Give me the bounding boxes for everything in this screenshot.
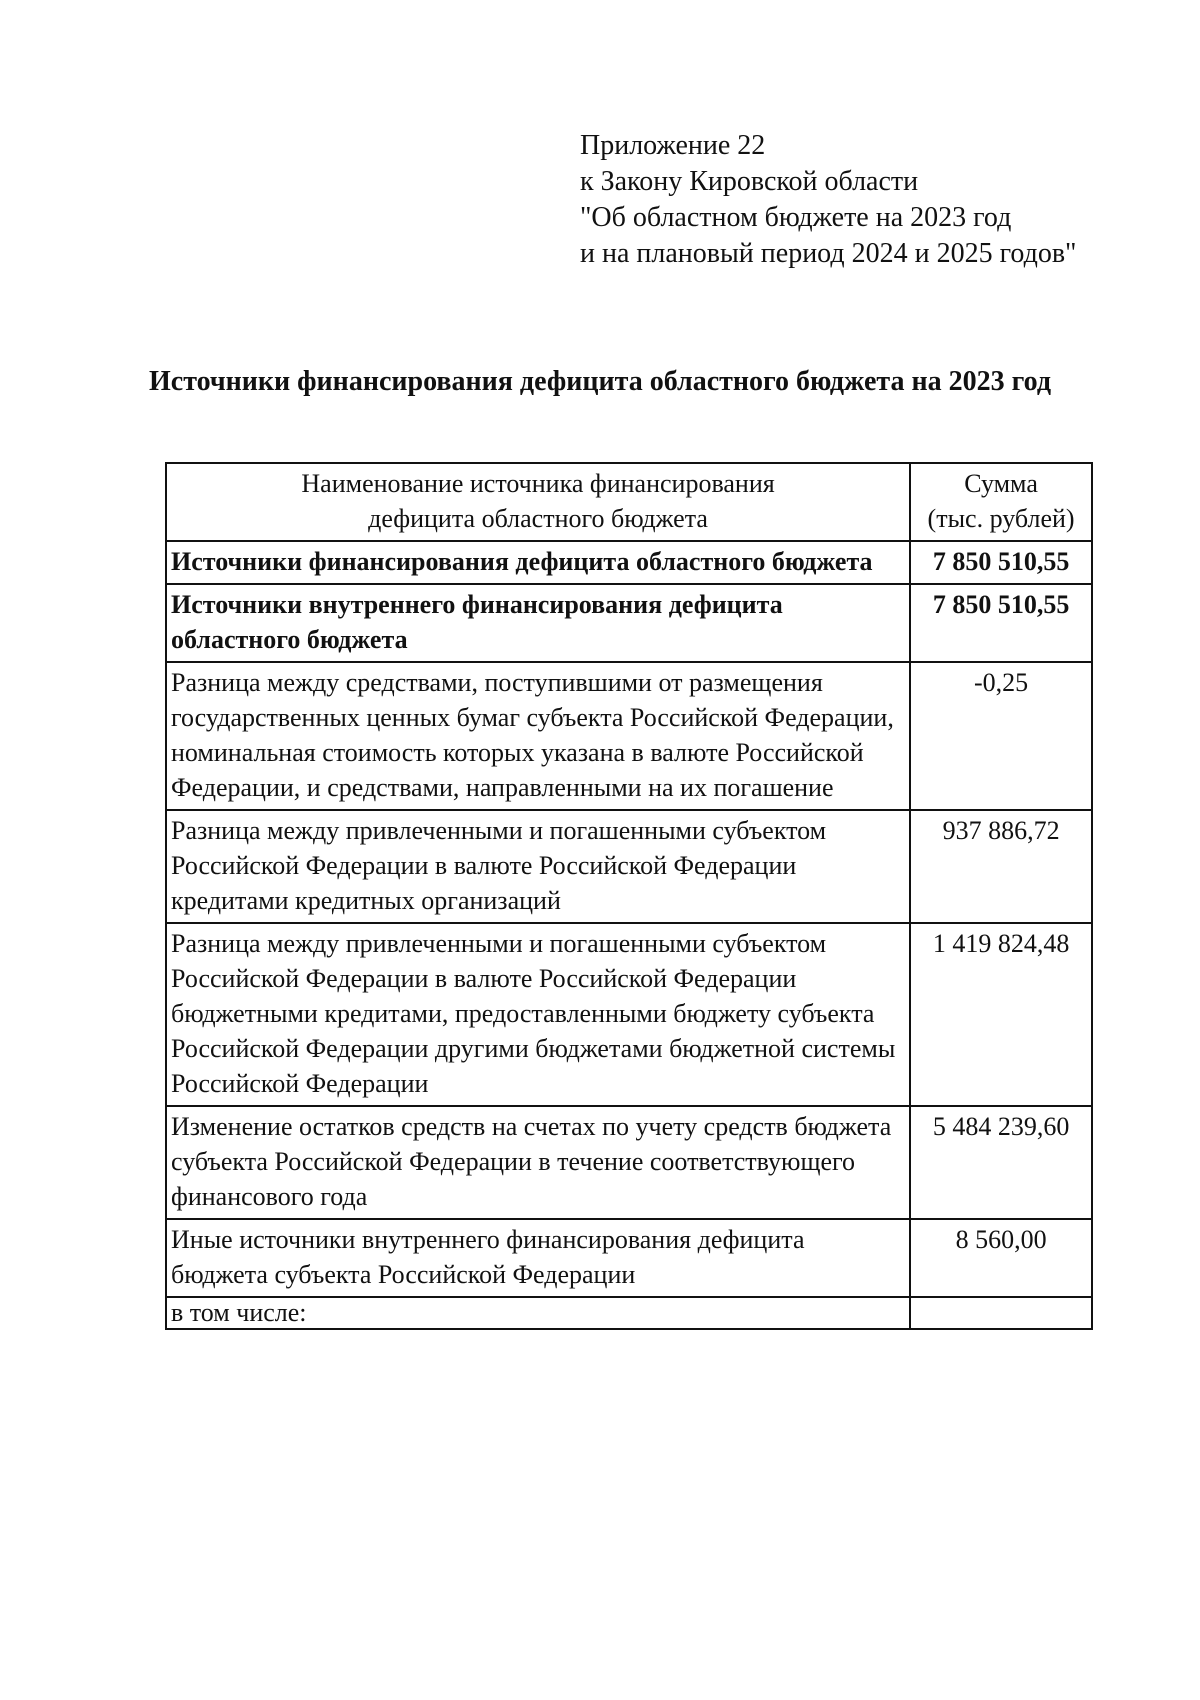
header-name-line-2: дефицита областного бюджета	[368, 504, 708, 533]
document-title: Источники финансирования дефицита областного бюджета на 2023 год	[148, 366, 1051, 397]
row-amount: -0,25	[910, 662, 1092, 810]
financing-sources-table	[165, 462, 1093, 1330]
row-amount	[910, 1297, 1092, 1329]
row-name: в том числе:	[166, 1297, 910, 1329]
annex-line-3: "Об областном бюджете на 2023 год	[580, 202, 1012, 233]
table-row	[166, 923, 1092, 1106]
row-amount: 5 484 239,60	[910, 1106, 1092, 1219]
row-name: Разница между привлеченными и погашенными субъектом Российской Федерации в валюте Российской Федерации бюджетными кредитами, предоставленными бюджету субъекта Российской Федерации другими бюджетами бюджетной системы Российской Федерации	[166, 923, 910, 1106]
row-name: Источники внутреннего финансирования дефицита областного бюджета	[166, 584, 910, 662]
row-amount: 7 850 510,55	[910, 584, 1092, 662]
header-name-cell	[166, 463, 910, 541]
table-row	[166, 1297, 1092, 1329]
header-sum-line-1: Сумма	[964, 469, 1038, 498]
header-sum-cell	[910, 463, 1092, 541]
table-header-row	[166, 463, 1092, 541]
table-row	[166, 1106, 1092, 1219]
header-name-line-1: Наименование источника финансирования	[301, 469, 775, 498]
annex-line-2: к Закону Кировской области	[580, 166, 919, 197]
header-sum-line-2: (тыс. рублей)	[927, 504, 1075, 533]
annex-line-1: Приложение 22	[580, 130, 766, 161]
row-name: Изменение остатков средств на счетах по учету средств бюджета субъекта Российской Федерации в течение соответствующего финансового года	[166, 1106, 910, 1219]
row-amount: 8 560,00	[910, 1219, 1092, 1297]
row-amount: 7 850 510,55	[910, 541, 1092, 584]
table-row	[166, 662, 1092, 810]
table-row	[166, 541, 1092, 584]
table-row	[166, 810, 1092, 923]
annex-line-4: и на плановый период 2024 и 2025 годов"	[580, 238, 1077, 269]
row-amount: 937 886,72	[910, 810, 1092, 923]
row-name: Разница между средствами, поступившими от размещения государственных ценных бумаг субъекта Российской Федерации, номинальная стоимость которых указана в валюте Российской Федерации, и средствами, направленными на их погашение	[166, 662, 910, 810]
row-name: Источники финансирования дефицита областного бюджета	[166, 541, 910, 584]
row-name: Разница между привлеченными и погашенными субъектом Российской Федерации в валюте Российской Федерации кредитами кредитных организаций	[166, 810, 910, 923]
table-row	[166, 1219, 1092, 1297]
row-name: Иные источники внутреннего финансирования дефицита бюджета субъекта Российской Федерации	[166, 1219, 910, 1297]
row-amount: 1 419 824,48	[910, 923, 1092, 1106]
table-row	[166, 584, 1092, 662]
annex-header	[580, 128, 1076, 272]
